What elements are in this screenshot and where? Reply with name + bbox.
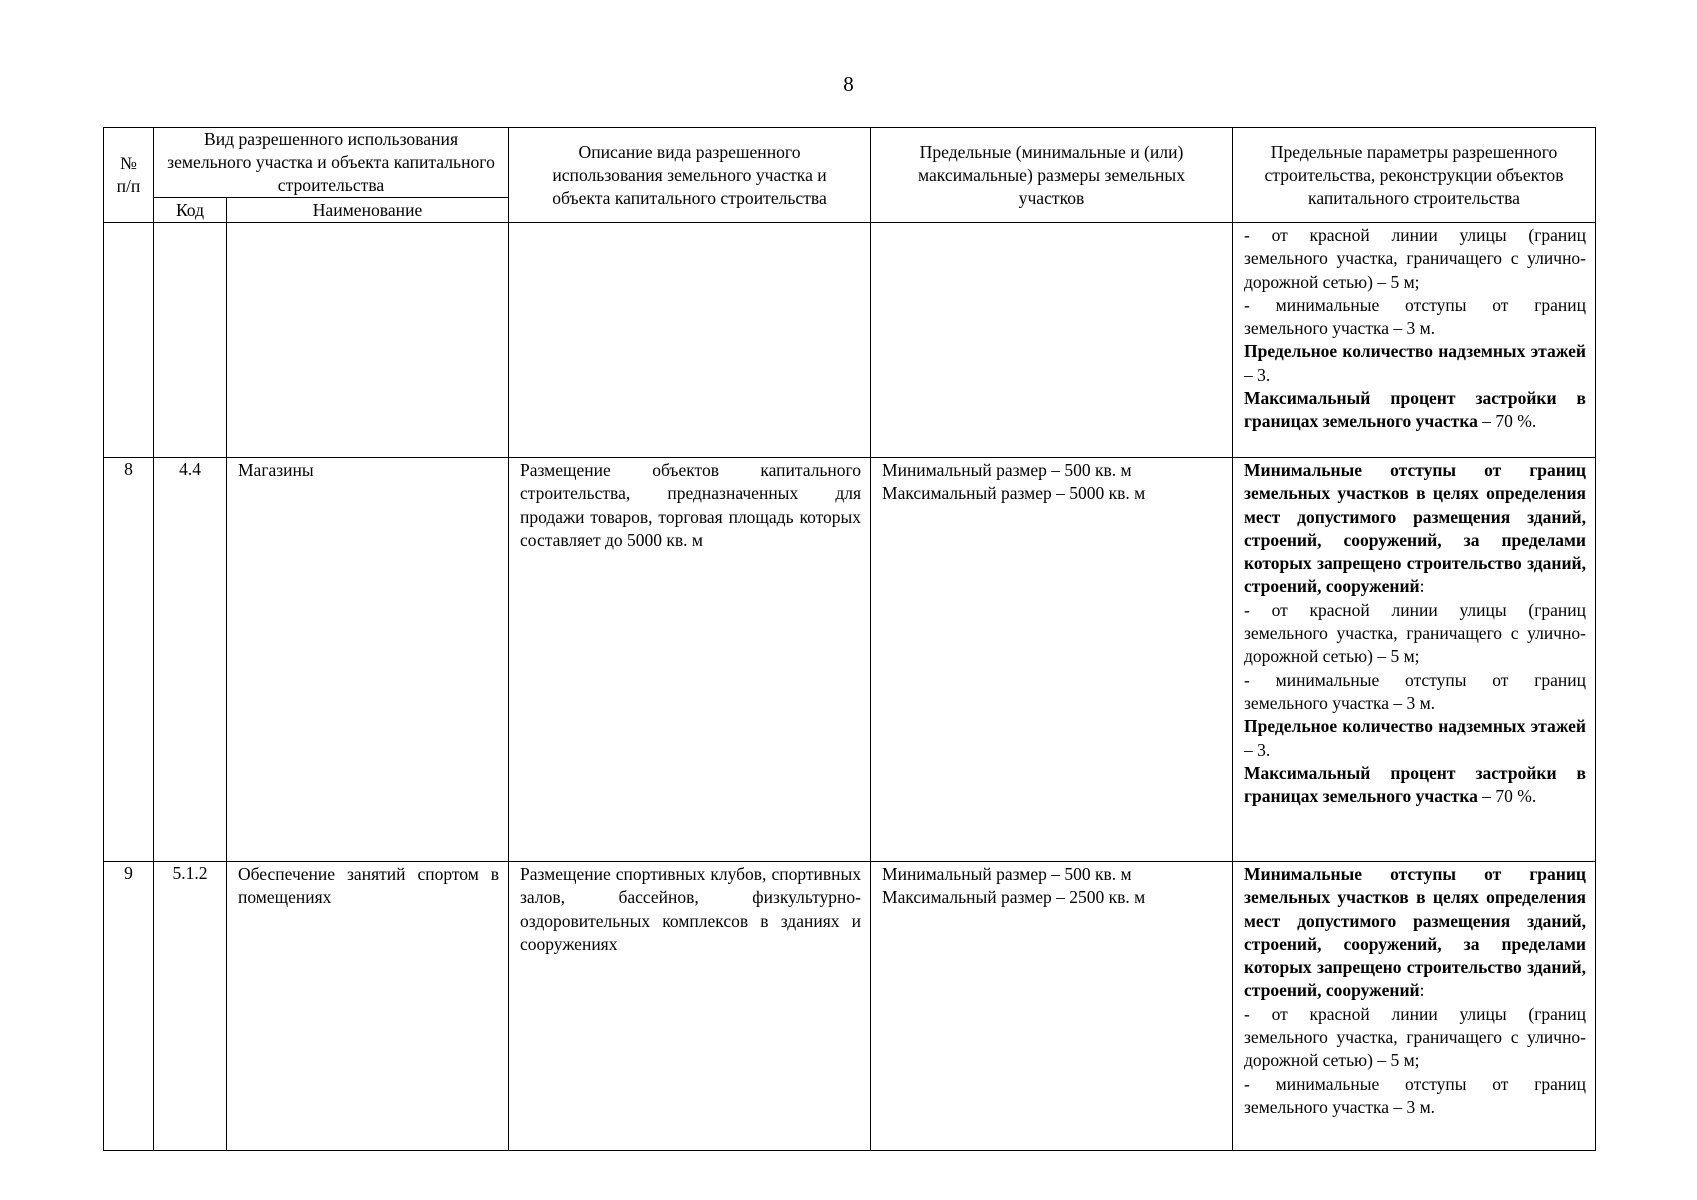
- plot-size-max: Максимальный размер – 2500 кв. м: [882, 887, 1146, 908]
- row-number: [104, 223, 154, 458]
- header-build-params: Предельные параметры разрешенного строительства, реконструкции объектов капитального строительства: [1233, 128, 1596, 223]
- params-floors: Предельное количество надземных этажей – 3.: [1244, 341, 1587, 385]
- header-number: № п/п: [104, 128, 154, 223]
- plot-size-min: Минимальный размер – 500 кв. м: [882, 864, 1132, 884]
- row-code: 5.1.2: [154, 862, 227, 1151]
- row-code: 4.4: [154, 458, 227, 862]
- row-name: Магазины: [227, 458, 509, 862]
- page-number: 8: [843, 72, 854, 96]
- row-code: [154, 223, 227, 458]
- row-number: 9: [104, 862, 154, 1151]
- params-red-line-setback: - от красной линии улицы (границ земельного участка, граничащего с улично-дорожной сетью) – 5 м;: [1244, 599, 1587, 667]
- params-setback-heading: Минимальные отступы от границ земельных участков в целях определения мест допустимого размещения зданий, строений, сооружений, за пределами которых запрещено строительство зданий, строений, сооружений:: [1244, 864, 1587, 1001]
- table-row: [104, 458, 1596, 862]
- header-use-type: Вид разрешенного использования земельного участка и объекта капитального строительства: [154, 128, 509, 198]
- params-build-percent: Максимальный процент застройки в границах земельного участка – 70 %.: [1244, 388, 1587, 432]
- params-red-line-setback: - от красной линии улицы (границ земельного участка, граничащего с улично-дорожной сетью) – 5 м;: [1244, 225, 1587, 292]
- row-plot-size: [871, 223, 1233, 458]
- header-description: Описание вида разрешенного использования земельного участка и объекта капитального строительства: [509, 128, 871, 223]
- params-red-line-setback: - от красной линии улицы (границ земельного участка, граничащего с улично-дорожной сетью) – 5 м;: [1244, 1003, 1587, 1071]
- table-row: [104, 862, 1596, 1151]
- table-row: [104, 223, 1596, 458]
- params-build-percent: Максимальный процент застройки в границах земельного участка – 70 %.: [1244, 762, 1587, 807]
- plot-size-min: Минимальный размер – 500 кв. м: [882, 460, 1132, 480]
- row-build-params: [1233, 223, 1596, 458]
- params-floors: Предельное количество надземных этажей – 3.: [1244, 716, 1587, 760]
- header-code: Код: [154, 198, 227, 223]
- header-name: Наименование: [227, 198, 509, 223]
- params-setback-heading: Минимальные отступы от границ земельных участков в целях определения мест допустимого размещения зданий, строений, сооружений, за пределами которых запрещено строительство зданий, строений, сооружений:: [1244, 460, 1587, 597]
- plot-size-max: Максимальный размер – 5000 кв. м: [882, 483, 1146, 504]
- row-number: 8: [104, 458, 154, 862]
- row-build-params: [1233, 458, 1596, 862]
- row-plot-size: [871, 862, 1233, 1151]
- row-plot-size: [871, 458, 1233, 862]
- row-build-params: [1233, 862, 1596, 1151]
- header-plot-size: Предельные (минимальные и (или) максимальные) размеры земельных участков: [871, 128, 1233, 223]
- row-description: [509, 223, 871, 458]
- row-name: [227, 223, 509, 458]
- params-min-setback: - минимальные отступы от границ земельного участка – 3 м.: [1244, 669, 1587, 713]
- params-min-setback: - минимальные отступы от границ земельного участка – 3 м.: [1244, 294, 1587, 339]
- params-min-setback: - минимальные отступы от границ земельного участка – 3 м.: [1244, 1073, 1587, 1117]
- zoning-table: [103, 127, 1596, 1151]
- row-description: Размещение спортивных клубов, спортивных залов, бассейнов, физкультурно-оздоровительных комплексов в зданиях и сооружениях: [509, 862, 871, 1151]
- row-description: Размещение объектов капитального строительства, предназначенных для продажи товаров, торговая площадь которых составляет до 5000 кв. м: [509, 458, 871, 862]
- row-name: Обеспечение занятий спортом в помещениях: [227, 862, 509, 1151]
